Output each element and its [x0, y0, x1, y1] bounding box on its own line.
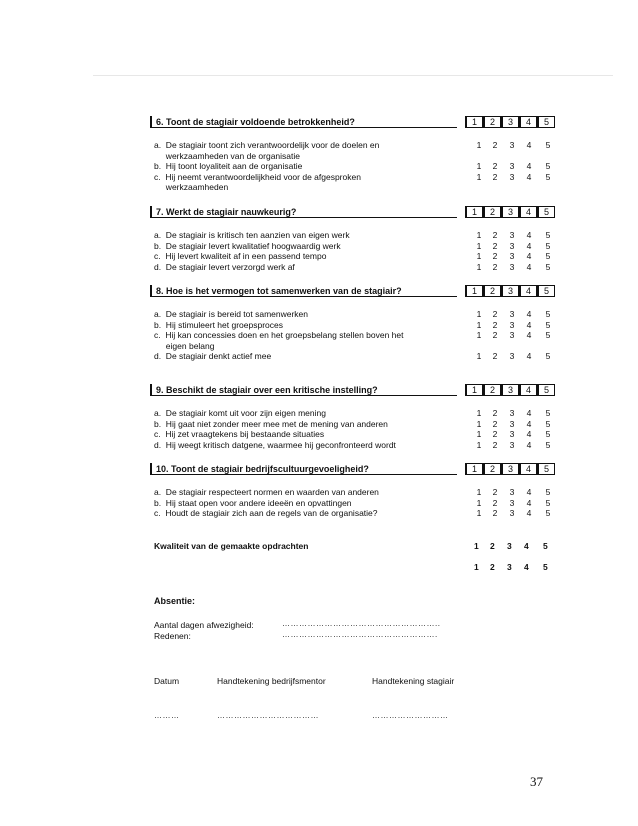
score-option-3[interactable]: 3 — [509, 429, 515, 439]
item-text: werkzaamheden — [154, 182, 229, 192]
score-option-2[interactable]: 2 — [492, 251, 498, 261]
absence-heading: Absentie: — [154, 596, 196, 606]
score-option-1[interactable]: 1 — [476, 161, 482, 171]
quality-score-option-2[interactable]: 2 — [490, 562, 495, 572]
score-option-4[interactable]: 4 — [526, 351, 532, 361]
score-option-2[interactable]: 2 — [492, 241, 498, 251]
score-option-4[interactable]: 4 — [526, 262, 532, 272]
quality-score-option-4[interactable]: 4 — [524, 541, 529, 551]
scale-box-5: 5 — [537, 463, 555, 475]
scale-box-3: 3 — [501, 463, 519, 475]
scale-box-5: 5 — [537, 384, 555, 396]
score-option-3[interactable]: 3 — [509, 419, 515, 429]
quality-score-option-3[interactable]: 3 — [507, 562, 512, 572]
date-field[interactable]: ……… — [154, 711, 180, 720]
score-option-3[interactable]: 3 — [509, 140, 515, 150]
score-option-2[interactable]: 2 — [492, 320, 498, 330]
quality-score-option-4[interactable]: 4 — [524, 562, 529, 572]
scale-box-5: 5 — [537, 206, 555, 218]
score-option-3[interactable]: 3 — [509, 330, 515, 340]
score-option-1[interactable]: 1 — [476, 172, 482, 182]
score-option-5[interactable]: 5 — [545, 230, 551, 240]
score-option-2[interactable]: 2 — [492, 440, 498, 450]
item-text: c. Houdt de stagiair zich aan de regels van de organisatie? — [154, 508, 378, 518]
scale-box-2: 2 — [483, 206, 501, 218]
score-option-1[interactable]: 1 — [476, 230, 482, 240]
absence-days-label: Aantal dagen afwezigheid: — [154, 620, 254, 630]
score-option-3[interactable]: 3 — [509, 161, 515, 171]
score-option-4[interactable]: 4 — [526, 330, 532, 340]
score-option-3[interactable]: 3 — [509, 262, 515, 272]
section-question: 8. Hoe is het vermogen tot samenwerken van de stagiair? — [150, 285, 457, 297]
section-question: 10. Toont de stagiair bedrijfscultuurgevoeligheid? — [150, 463, 457, 475]
scale-box-1: 1 — [465, 116, 483, 128]
scale-box-3: 3 — [501, 206, 519, 218]
page-number: 37 — [530, 774, 543, 789]
score-option-2[interactable]: 2 — [492, 309, 498, 319]
score-option-1[interactable]: 1 — [476, 487, 482, 497]
quality-score-option-1[interactable]: 1 — [474, 541, 479, 551]
scale-box-1: 1 — [465, 285, 483, 297]
scale-box-5: 5 — [537, 116, 555, 128]
score-option-3[interactable]: 3 — [509, 440, 515, 450]
quality-score-option-2[interactable]: 2 — [490, 541, 495, 551]
score-option-1[interactable]: 1 — [476, 408, 482, 418]
score-option-4[interactable]: 4 — [526, 309, 532, 319]
score-option-3[interactable]: 3 — [509, 241, 515, 251]
section-question: 9. Beschikt de stagiair over een kritische instelling? — [150, 384, 457, 396]
score-option-3[interactable]: 3 — [509, 251, 515, 261]
score-option-5[interactable]: 5 — [545, 429, 551, 439]
score-option-3[interactable]: 3 — [509, 309, 515, 319]
score-option-4[interactable]: 4 — [526, 419, 532, 429]
score-option-4[interactable]: 4 — [526, 161, 532, 171]
mentor-signature-field[interactable]: ……………………………… — [217, 711, 319, 720]
score-option-3[interactable]: 3 — [509, 351, 515, 361]
absence-reasons-field[interactable]: ………………………………………………. — [282, 630, 438, 639]
score-option-2[interactable]: 2 — [492, 172, 498, 182]
section-header — [150, 206, 560, 219]
score-option-4[interactable]: 4 — [526, 172, 532, 182]
score-option-2[interactable]: 2 — [492, 161, 498, 171]
scale-box-4: 4 — [519, 285, 537, 297]
score-option-1[interactable]: 1 — [476, 440, 482, 450]
score-option-5[interactable]: 5 — [545, 309, 551, 319]
score-option-5[interactable]: 5 — [545, 262, 551, 272]
score-option-1[interactable]: 1 — [476, 140, 482, 150]
score-option-3[interactable]: 3 — [509, 498, 515, 508]
score-option-4[interactable]: 4 — [526, 241, 532, 251]
quality-score-option-5[interactable]: 5 — [543, 541, 548, 551]
item-text: eigen belang — [154, 341, 215, 351]
score-option-1[interactable]: 1 — [476, 498, 482, 508]
item-text: c. Hij kan concessies doen en het groepsbelang stellen boven het — [154, 330, 404, 340]
score-option-2[interactable]: 2 — [492, 351, 498, 361]
score-option-4[interactable]: 4 — [526, 140, 532, 150]
score-option-5[interactable]: 5 — [545, 320, 551, 330]
scale-box-2: 2 — [483, 116, 501, 128]
item-text: c. Hij zet vraagtekens bij bestaande situaties — [154, 429, 325, 439]
score-option-1[interactable]: 1 — [476, 508, 482, 518]
scale-box-3: 3 — [501, 384, 519, 396]
score-option-2[interactable]: 2 — [492, 408, 498, 418]
score-option-1[interactable]: 1 — [476, 241, 482, 251]
score-option-3[interactable]: 3 — [509, 230, 515, 240]
section-question: 6. Toont de stagiair voldoende betrokkenheid? — [150, 116, 457, 128]
absence-days-field[interactable]: ……………………………………………….. — [282, 619, 441, 628]
intern-signature-field[interactable]: ……………………… — [372, 711, 449, 720]
quality-score-option-1[interactable]: 1 — [474, 562, 479, 572]
scale-box-1: 1 — [465, 463, 483, 475]
scale-box-4: 4 — [519, 384, 537, 396]
scale-box-2: 2 — [483, 285, 501, 297]
item-text: b. De stagiair levert kwalitatief hoogwaardig werk — [154, 241, 341, 251]
score-option-5[interactable]: 5 — [545, 161, 551, 171]
score-option-5[interactable]: 5 — [545, 251, 551, 261]
score-option-5[interactable]: 5 — [545, 498, 551, 508]
absence-reasons-label: Redenen: — [154, 631, 191, 641]
score-option-1[interactable]: 1 — [476, 419, 482, 429]
top-divider-line — [93, 75, 613, 76]
scale-box-4: 4 — [519, 206, 537, 218]
scale-box-1: 1 — [465, 206, 483, 218]
score-option-2[interactable]: 2 — [492, 230, 498, 240]
score-option-1[interactable]: 1 — [476, 330, 482, 340]
score-option-4[interactable]: 4 — [526, 251, 532, 261]
score-option-4[interactable]: 4 — [526, 230, 532, 240]
item-text: b. Hij stimuleert het groepsproces — [154, 320, 283, 330]
score-option-5[interactable]: 5 — [545, 419, 551, 429]
score-option-4[interactable]: 4 — [526, 440, 532, 450]
score-option-1[interactable]: 1 — [476, 251, 482, 261]
score-option-4[interactable]: 4 — [526, 408, 532, 418]
score-option-2[interactable]: 2 — [492, 498, 498, 508]
score-option-1[interactable]: 1 — [476, 262, 482, 272]
item-text: b. Hij staat open voor andere ideeën en opvattingen — [154, 498, 352, 508]
score-option-4[interactable]: 4 — [526, 498, 532, 508]
score-option-2[interactable]: 2 — [492, 508, 498, 518]
score-option-3[interactable]: 3 — [509, 508, 515, 518]
score-option-4[interactable]: 4 — [526, 320, 532, 330]
score-option-5[interactable]: 5 — [545, 487, 551, 497]
scale-box-3: 3 — [501, 285, 519, 297]
mentor-signature-label: Handtekening bedrijfsmentor — [217, 676, 326, 686]
score-option-4[interactable]: 4 — [526, 429, 532, 439]
item-text: d. De stagiair denkt actief mee — [154, 351, 272, 361]
item-text: c. Hij neemt verantwoordelijkheid voor de afgesproken — [154, 172, 361, 182]
section-header — [150, 285, 560, 298]
section-question: 7. Werkt de stagiair nauwkeurig? — [150, 206, 457, 218]
score-option-3[interactable]: 3 — [509, 320, 515, 330]
score-option-2[interactable]: 2 — [492, 262, 498, 272]
item-text: a. De stagiair komt uit voor zijn eigen mening — [154, 408, 326, 418]
item-text: d. De stagiair levert verzorgd werk af — [154, 262, 295, 272]
score-option-4[interactable]: 4 — [526, 487, 532, 497]
scale-box-3: 3 — [501, 116, 519, 128]
item-text: a. De stagiair respecteert normen en waarden van anderen — [154, 487, 379, 497]
score-option-5[interactable]: 5 — [545, 351, 551, 361]
scale-box-4: 4 — [519, 116, 537, 128]
scale-box-4: 4 — [519, 463, 537, 475]
item-text: a. De stagiair toont zich verantwoordelijk voor de doelen en — [154, 140, 380, 150]
item-text: werkzaamheden van de organisatie — [154, 151, 301, 161]
scale-box-2: 2 — [483, 384, 501, 396]
score-option-2[interactable]: 2 — [492, 487, 498, 497]
scale-box-1: 1 — [465, 384, 483, 396]
score-option-2[interactable]: 2 — [492, 429, 498, 439]
score-option-5[interactable]: 5 — [545, 140, 551, 150]
score-option-5[interactable]: 5 — [545, 440, 551, 450]
intern-signature-label: Handtekening stagiair — [372, 676, 455, 686]
score-option-2[interactable]: 2 — [492, 330, 498, 340]
score-option-5[interactable]: 5 — [545, 330, 551, 340]
score-option-2[interactable]: 2 — [492, 140, 498, 150]
score-option-1[interactable]: 1 — [476, 320, 482, 330]
score-option-3[interactable]: 3 — [509, 487, 515, 497]
score-option-5[interactable]: 5 — [545, 508, 551, 518]
score-option-5[interactable]: 5 — [545, 241, 551, 251]
section-header — [150, 384, 560, 397]
score-option-4[interactable]: 4 — [526, 508, 532, 518]
item-text: d. Hij weegt kritisch datgene, waarmee hij geconfronteerd wordt — [154, 440, 396, 450]
item-text: b. Hij gaat niet zonder meer mee met de mening van anderen — [154, 419, 388, 429]
section-header — [150, 463, 560, 476]
item-text: a. De stagiair is bereid tot samenwerken — [154, 309, 309, 319]
score-option-1[interactable]: 1 — [476, 429, 482, 439]
item-text: c. Hij levert kwaliteit af in een passend tempo — [154, 251, 327, 261]
score-option-2[interactable]: 2 — [492, 419, 498, 429]
score-option-5[interactable]: 5 — [545, 172, 551, 182]
item-text: a. De stagiair is kritisch ten aanzien van eigen werk — [154, 230, 350, 240]
quality-label: Kwaliteit van de gemaakte opdrachten — [154, 541, 309, 551]
score-option-5[interactable]: 5 — [545, 408, 551, 418]
score-option-3[interactable]: 3 — [509, 408, 515, 418]
scale-box-2: 2 — [483, 463, 501, 475]
quality-score-option-3[interactable]: 3 — [507, 541, 512, 551]
section-header — [150, 116, 560, 129]
item-text: b. Hij toont loyaliteit aan de organisatie — [154, 161, 303, 171]
quality-score-option-5[interactable]: 5 — [543, 562, 548, 572]
scale-box-5: 5 — [537, 285, 555, 297]
date-label: Datum — [154, 676, 180, 686]
score-option-3[interactable]: 3 — [509, 172, 515, 182]
score-option-1[interactable]: 1 — [476, 309, 482, 319]
score-option-1[interactable]: 1 — [476, 351, 482, 361]
